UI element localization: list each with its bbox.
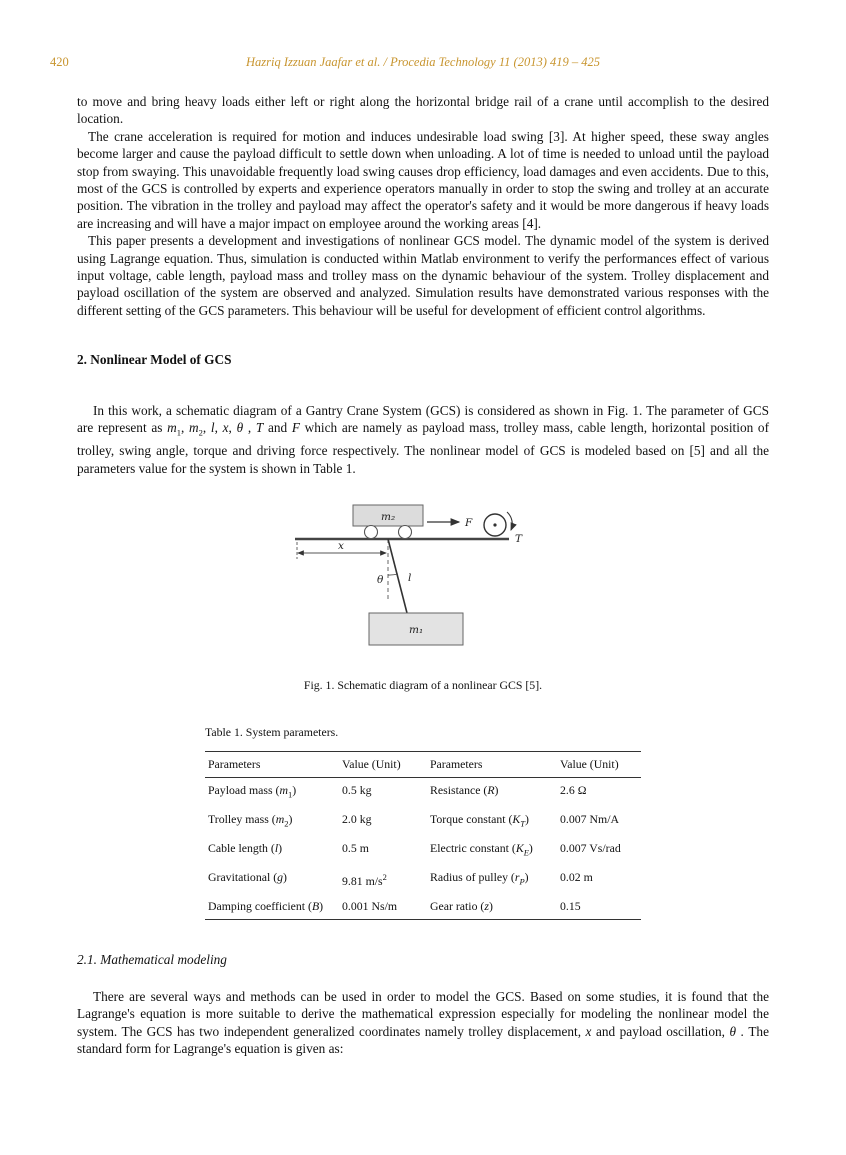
table-cell: Resistance (R)	[430, 782, 499, 797]
parameters-table	[205, 751, 641, 920]
table-header-cell: Parameters	[427, 751, 557, 777]
force-label: F	[465, 516, 473, 529]
table-cell: 0.15	[560, 898, 581, 913]
table-cell: 9.81 $m/s^2$	[342, 871, 387, 888]
table-cell: Gravitational (g)	[208, 869, 287, 884]
table-row	[205, 865, 641, 894]
trolley-wheel	[399, 525, 412, 538]
table-row	[205, 894, 641, 919]
table-row	[205, 807, 641, 836]
table-cell: Damping coefficient (B)	[208, 898, 324, 913]
body-paragraph: In this work, a schematic diagram of a Gantry Crane System (GCS) is considered as shown in Fig. 1. The parameter of GCS are represent as $m_1$, $m_2$, l, x, θ , T and F which are namely as payload mass, trolley mass, cable length, horizontal position of trolley, swing angle, torque and driving force respectively. The nonlinear model of GCS is modeled based on [5] and all the parameters value for the system is shown in Table 1.	[77, 402, 770, 476]
table-caption: Table 1. System parameters.	[205, 725, 339, 740]
table-header-cell: Value (Unit)	[557, 751, 641, 777]
figure-caption: Fig. 1. Schematic diagram of a nonlinear GCS [5].	[303, 677, 543, 692]
table-cell: Trolley mass $(m_2)$	[208, 811, 293, 829]
table-cell: 0.5 kg	[342, 782, 372, 797]
table-cell: Electric constant $(K_E)$	[430, 840, 533, 858]
section-heading: 2. Nonlinear Model of GCS	[77, 352, 232, 368]
cable-line	[388, 539, 407, 613]
displacement-label: x	[338, 539, 344, 552]
running-title: Hazriq Izzuan Jaafar et al. / Procedia Technology 11 (2013) 419 – 425	[245, 55, 601, 69]
gcs-schematic	[283, 501, 563, 663]
table-header-row	[205, 751, 641, 777]
table-header-cell: Value (Unit)	[339, 751, 427, 777]
trolley-mass-label: m₂	[381, 510, 396, 523]
table-cell: Payload mass $(m_1)$	[208, 782, 297, 800]
page-number: 420	[50, 55, 69, 69]
parameters-table-body	[205, 778, 641, 919]
page-content	[77, 93, 769, 1058]
subsection-heading: 2.1. Mathematical modeling	[77, 951, 227, 967]
system-parameters-table	[205, 724, 641, 919]
table-row	[205, 778, 641, 807]
trolley-wheel	[365, 525, 378, 538]
torque-arrow	[507, 512, 512, 530]
table-row	[205, 836, 641, 865]
table-cell: 2.6 Ω	[560, 782, 587, 797]
table-cell: 0.5 m	[342, 840, 369, 855]
table-header-cell: Parameters	[205, 751, 339, 777]
table-cell: 2.0 kg	[342, 811, 372, 826]
body-paragraph: This paper presents a development and investigations of nonlinear GCS model. The dynamic model of the system is derived using Lagrange equation. Thus, simulation is conducted within Matlab environment to verify the performances effect of various input voltage, cable length, payload mass and trolley mass on the dynamic behaviour of the system. Trolley displacement and payload oscillation of the system are observed and analyzed. Simulation results have demonstrated various responses with the different setting of the GCS parameters. This behaviour will be useful for development of efficient control algorithms.	[77, 233, 769, 318]
body-paragraph: There are several ways and methods can be used in order to model the GCS. Based on some studies, it is found that the Lagrange's equation is more suitable to derive the mathematical expression especially for modeling the nonlinear model the system. The GCS has two independent generalized coordinates namely trolley displacement, x and payload oscillation, θ . The standard form for Lagrange's equation is given as:	[77, 989, 769, 1057]
table-cell: 0.007 Nm/A	[560, 811, 619, 826]
pulley-center	[493, 523, 496, 526]
table-cell: 0.001 Ns/m	[342, 898, 398, 913]
table-cell: Radius of pulley $(r_P)$	[430, 869, 529, 886]
swing-angle-label: θ	[377, 573, 384, 586]
body-paragraph: to move and bring heavy loads either left or right along the horizontal bridge rail of a crane until accomplish to the desired location.	[77, 94, 769, 127]
figure-1	[77, 501, 769, 663]
cable-length-label: l	[408, 571, 412, 584]
table-cell: Cable length (l)	[208, 840, 283, 855]
table-cell: 0.02 m	[560, 869, 593, 884]
running-head	[50, 55, 796, 73]
table-cell: Gear ratio (z)	[430, 898, 493, 913]
table-cell: Torque constant $(K_T)$	[430, 811, 529, 829]
body-paragraph: The crane acceleration is required for motion and induces undesirable load swing [3]. At higher speed, these sway angles become larger and cause the payload difficult to settle down when unloading. A lot of time is needed to unload until the payload stop from swaying. This unavoidable frequently load swing causes drop efficiency, load damages and even accidents. Due to this, most of the GCS is controlled by experts and experience operators manually in order to stop the swing and trolley at an accurate position. The vibration in the trolley and payload may affect the operator's safety and it would be more dangerous if heavy loads are increasing and will have a major impact on employee around the working areas [4].	[77, 128, 769, 231]
table-cell: 0.007 Vs/rad	[560, 840, 621, 855]
torque-label: T	[515, 532, 523, 545]
payload-mass-label: m₁	[409, 623, 424, 636]
